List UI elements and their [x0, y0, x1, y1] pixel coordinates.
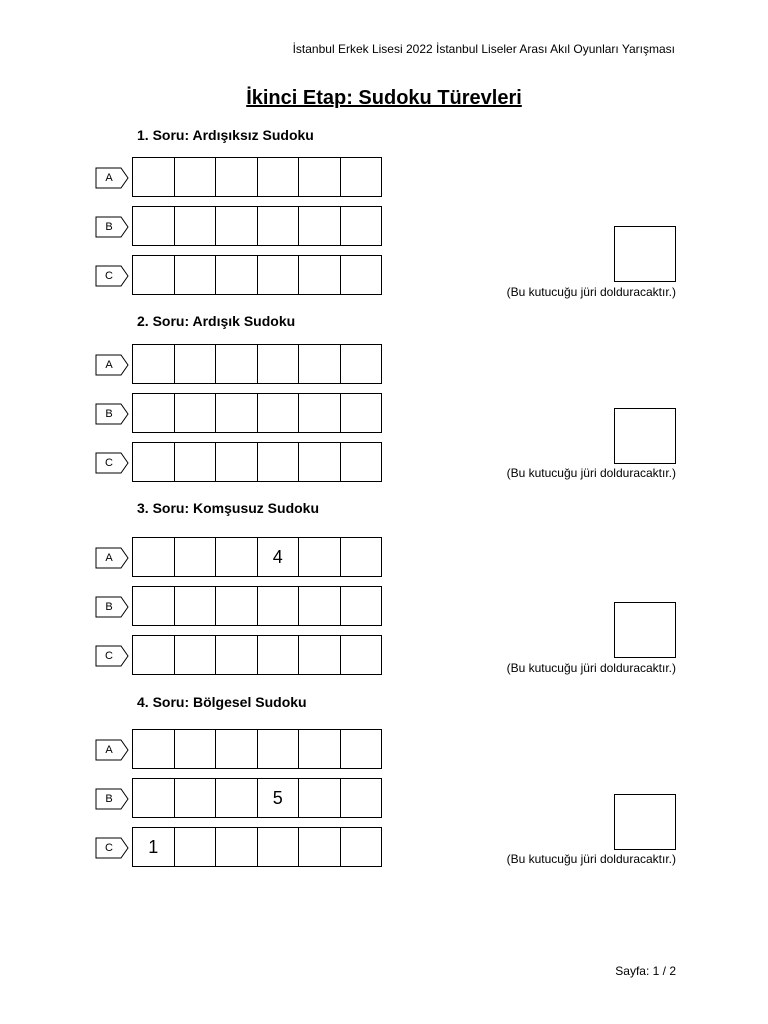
answer-cell[interactable]	[215, 158, 257, 196]
answer-cell[interactable]	[215, 636, 257, 674]
answer-cell[interactable]	[257, 394, 299, 432]
answer-cell[interactable]	[257, 587, 299, 625]
page-title	[0, 87, 768, 110]
row-label-tag	[95, 788, 129, 810]
answer-cell[interactable]	[257, 828, 299, 866]
answer-cells	[132, 586, 382, 626]
question-title: 3. Soru: Komşusuz Sudoku	[137, 500, 320, 516]
row-label: A	[105, 744, 113, 756]
answer-cell[interactable]	[133, 730, 174, 768]
answer-cell[interactable]	[174, 256, 216, 294]
answer-cell[interactable]	[133, 538, 174, 576]
answer-cell[interactable]	[298, 538, 340, 576]
answer-cell[interactable]	[340, 538, 382, 576]
answer-cell[interactable]	[133, 207, 174, 245]
answer-cells	[132, 393, 382, 433]
row-label-tag	[95, 837, 129, 859]
answer-cell[interactable]	[174, 394, 216, 432]
answer-cell[interactable]	[298, 443, 340, 481]
answer-cell[interactable]	[298, 779, 340, 817]
answer-cell[interactable]	[340, 779, 382, 817]
answer-cell[interactable]	[215, 587, 257, 625]
judge-note: (Bu kutucuğu jüri dolduracaktır.)	[506, 661, 676, 675]
answer-row	[95, 442, 395, 482]
answer-cells	[132, 344, 382, 384]
answer-cell[interactable]	[174, 587, 216, 625]
answer-cell[interactable]	[340, 730, 382, 768]
judge-score-box[interactable]	[614, 794, 676, 850]
answer-cell[interactable]	[257, 443, 299, 481]
row-label: B	[105, 601, 113, 613]
judge-score-box[interactable]	[614, 602, 676, 658]
page-number: Sayfa: 1 / 2	[615, 964, 676, 978]
row-label: A	[105, 552, 113, 564]
answer-row	[95, 393, 395, 433]
judge-score-box[interactable]	[614, 226, 676, 282]
answer-cell[interactable]	[133, 256, 174, 294]
answer-row	[95, 537, 395, 577]
answer-row	[95, 255, 395, 295]
answer-cell[interactable]	[298, 394, 340, 432]
answer-cell[interactable]	[174, 538, 216, 576]
answer-cell[interactable]	[298, 636, 340, 674]
answer-cell[interactable]	[257, 730, 299, 768]
answer-cell[interactable]	[340, 394, 382, 432]
row-label: B	[105, 408, 113, 420]
answer-cell[interactable]	[133, 158, 174, 196]
row-label-tag	[95, 547, 129, 569]
answer-row	[95, 157, 395, 197]
answer-cell[interactable]	[215, 443, 257, 481]
judge-note: (Bu kutucuğu jüri dolduracaktır.)	[506, 466, 676, 480]
row-label-tag	[95, 354, 129, 376]
row-label: C	[105, 650, 113, 662]
row-label-tag	[95, 167, 129, 189]
answer-cell[interactable]	[298, 256, 340, 294]
row-label: C	[105, 842, 113, 854]
answer-cell[interactable]	[215, 779, 257, 817]
answer-row	[95, 344, 395, 384]
answer-cell[interactable]: 5	[257, 779, 299, 817]
answer-row	[95, 635, 395, 675]
answer-cell[interactable]	[215, 256, 257, 294]
answer-cell[interactable]	[174, 443, 216, 481]
answer-cell[interactable]	[340, 443, 382, 481]
answer-cell[interactable]	[257, 207, 299, 245]
answer-cell[interactable]	[340, 636, 382, 674]
answer-cell[interactable]	[215, 207, 257, 245]
answer-row	[95, 729, 395, 769]
answer-cell[interactable]	[133, 345, 174, 383]
question-title: 4. Soru: Bölgesel Sudoku	[137, 694, 307, 710]
answer-cell[interactable]	[174, 207, 216, 245]
answer-cell[interactable]	[340, 828, 382, 866]
row-label: B	[105, 221, 113, 233]
answer-row	[95, 206, 395, 246]
answer-cell[interactable]	[133, 779, 174, 817]
answer-cell[interactable]	[298, 828, 340, 866]
answer-cell[interactable]	[174, 779, 216, 817]
judge-score-box[interactable]	[614, 408, 676, 464]
question-title: 1. Soru: Ardışıksız Sudoku	[137, 127, 314, 143]
answer-cell[interactable]	[174, 636, 216, 674]
answer-cell[interactable]	[133, 394, 174, 432]
answer-cell[interactable]	[257, 636, 299, 674]
page-title-text: İkinci Etap: Sudoku Türevleri	[246, 87, 522, 109]
page-header: İstanbul Erkek Lisesi 2022 İstanbul Liseler Arası Akıl Oyunları Yarışması	[292, 42, 675, 56]
answer-cells	[132, 635, 382, 675]
row-label: C	[105, 457, 113, 469]
answer-cell[interactable]	[298, 345, 340, 383]
answer-cell[interactable]	[174, 158, 216, 196]
row-label-tag	[95, 403, 129, 425]
answer-row	[95, 827, 395, 867]
answer-cell[interactable]	[133, 587, 174, 625]
answer-cell[interactable]	[174, 345, 216, 383]
answer-row	[95, 586, 395, 626]
row-label: A	[105, 172, 113, 184]
answer-cell[interactable]	[215, 828, 257, 866]
row-label-tag	[95, 739, 129, 761]
answer-cell[interactable]	[215, 394, 257, 432]
answer-cells	[132, 729, 382, 769]
answer-cell[interactable]	[340, 158, 382, 196]
answer-cell[interactable]: 4	[257, 538, 299, 576]
row-label-tag	[95, 645, 129, 667]
row-label: B	[105, 793, 113, 805]
answer-cell[interactable]	[298, 587, 340, 625]
answer-cell[interactable]	[215, 538, 257, 576]
judge-note: (Bu kutucuğu jüri dolduracaktır.)	[506, 285, 676, 299]
answer-cell[interactable]	[340, 587, 382, 625]
answer-cell[interactable]	[298, 207, 340, 245]
answer-cell[interactable]	[215, 730, 257, 768]
answer-cell[interactable]: 1	[148, 836, 159, 857]
answer-cell[interactable]	[340, 207, 382, 245]
row-label-tag	[95, 452, 129, 474]
answer-cells	[132, 157, 382, 197]
answer-cells	[132, 442, 382, 482]
answer-cell[interactable]	[340, 345, 382, 383]
answer-cell[interactable]	[174, 730, 216, 768]
answer-cell[interactable]	[215, 345, 257, 383]
answer-cell[interactable]	[298, 158, 340, 196]
answer-cell[interactable]	[133, 636, 174, 674]
answer-cells	[132, 206, 382, 246]
row-label-tag	[95, 596, 129, 618]
answer-cells	[132, 778, 382, 818]
row-label-tag	[95, 216, 129, 238]
answer-cell[interactable]	[340, 256, 382, 294]
answer-cell[interactable]	[257, 256, 299, 294]
answer-cells	[132, 827, 382, 867]
answer-cell[interactable]	[133, 443, 174, 481]
judge-note: (Bu kutucuğu jüri dolduracaktır.)	[506, 852, 676, 866]
row-label: A	[105, 359, 113, 371]
question-title: 2. Soru: Ardışık Sudoku	[137, 313, 296, 329]
row-label-tag	[95, 265, 129, 287]
answer-cells	[132, 537, 382, 577]
answer-row	[95, 778, 395, 818]
answer-cell[interactable]	[174, 828, 216, 866]
answer-cells	[132, 255, 382, 295]
answer-cell[interactable]	[298, 730, 340, 768]
answer-cell[interactable]	[257, 158, 299, 196]
row-label: C	[105, 270, 113, 282]
answer-cell[interactable]	[257, 345, 299, 383]
